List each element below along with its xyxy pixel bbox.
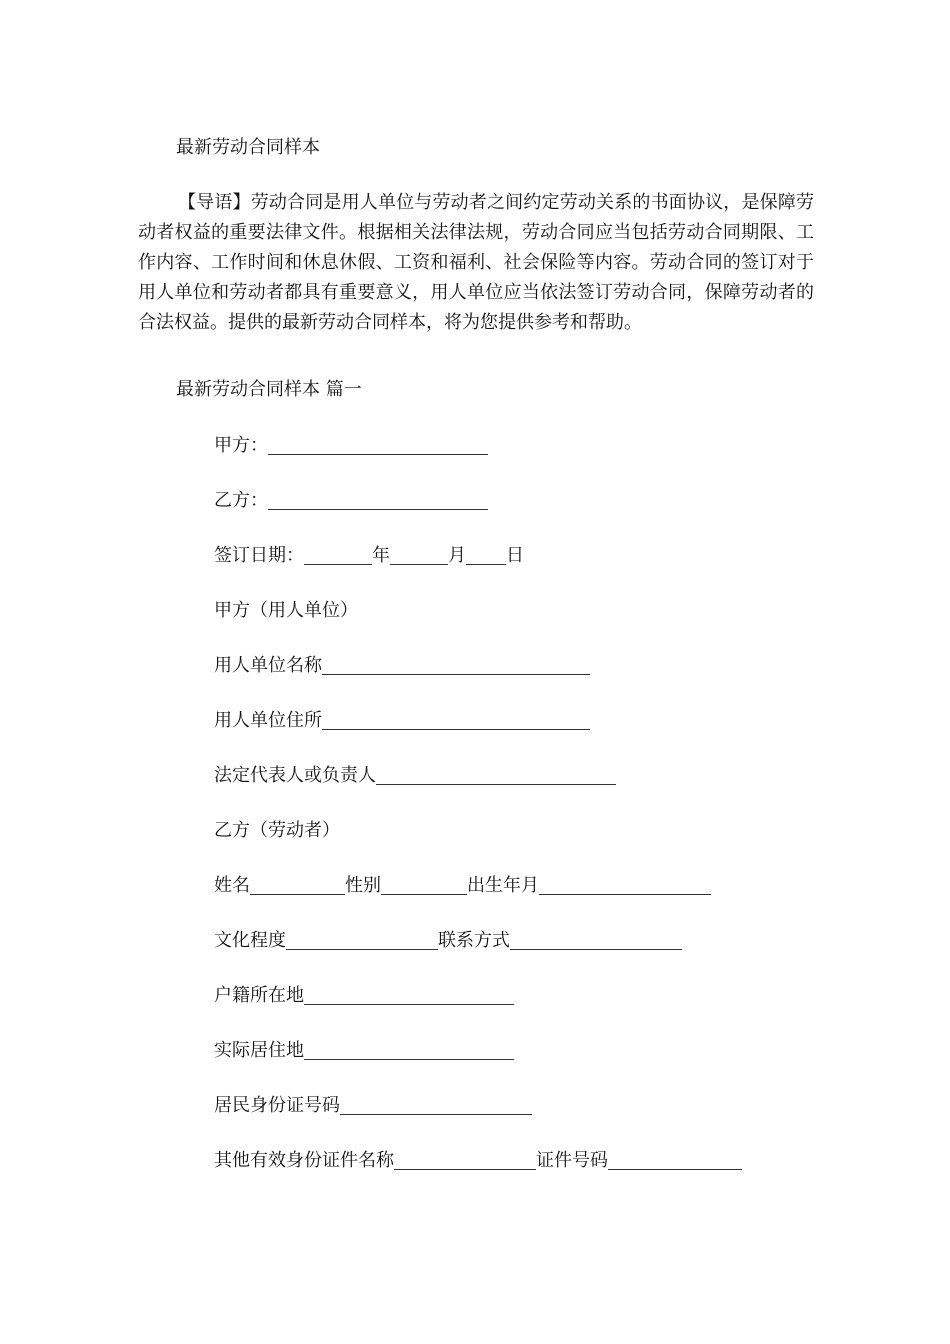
birth-blank: [539, 876, 711, 895]
birth-label: 出生年月: [467, 875, 539, 896]
household-reg-label: 户籍所在地: [214, 985, 304, 1006]
party-a-heading: [214, 599, 358, 623]
other-id-line: [214, 1149, 742, 1173]
employer-address-blank: [322, 711, 590, 730]
party-b-heading: [214, 819, 340, 843]
sign-date-label: 签订日期：: [214, 545, 304, 566]
household-reg-blank: [304, 986, 514, 1005]
sign-year-blank: [304, 546, 372, 565]
other-id-name-label: 其他有效身份证件名称: [214, 1150, 394, 1171]
employer-address-line: [214, 709, 590, 733]
name-blank: [250, 876, 345, 895]
contact-blank: [510, 931, 682, 950]
party-a-line: [214, 434, 488, 458]
party-a-heading-label: 甲方（用人单位）: [214, 600, 358, 621]
party-b-heading-label: 乙方（劳动者）: [214, 820, 340, 841]
gender-label: 性别: [345, 875, 381, 896]
name-label: 姓名: [214, 875, 250, 896]
id-doc-number-blank: [608, 1151, 742, 1170]
sign-month-blank: [390, 546, 448, 565]
sign-date-line: [214, 544, 524, 568]
year-label: 年: [372, 545, 390, 566]
household-reg-line: [214, 984, 514, 1008]
party-a-blank: [268, 436, 488, 455]
employer-name-label: 用人单位名称: [214, 655, 322, 676]
id-number-label: 居民身份证号码: [214, 1095, 340, 1116]
gender-blank: [381, 876, 467, 895]
legal-rep-blank: [376, 766, 616, 785]
personal-info-line: [214, 874, 711, 898]
residence-label: 实际居住地: [214, 1040, 304, 1061]
education-label: 文化程度: [214, 930, 286, 951]
document-title: 最新劳动合同样本: [176, 137, 320, 158]
education-blank: [286, 931, 438, 950]
legal-rep-label: 法定代表人或负责人: [214, 765, 376, 786]
intro-paragraph: 【导语】劳动合同是用人单位与劳动者之间约定劳动关系的书面协议，是保障劳动者权益的重要法律文件。根据相关法律法规，劳动合同应当包括劳动合同期限、工作内容、工作时间和休息休假、工资和福利、社会保险等内容。劳动合同的签订对于用人单位和劳动者都具有重要意义，用人单位应当依法签订劳动合同，保障劳动者的合法权益。提供的最新劳动合同样本，将为您提供参考和帮助。: [138, 192, 814, 333]
id-doc-number-label: 证件号码: [536, 1150, 608, 1171]
employer-name-line: [214, 654, 590, 678]
employer-name-blank: [322, 656, 590, 675]
party-b-line: [214, 489, 488, 513]
residence-blank: [304, 1041, 514, 1060]
month-label: 月: [448, 545, 466, 566]
legal-rep-line: [214, 764, 616, 788]
party-b-label: 乙方：: [214, 490, 268, 511]
day-label: 日: [506, 545, 524, 566]
section-title: 最新劳动合同样本 篇一: [176, 379, 362, 400]
sign-day-blank: [466, 546, 506, 565]
id-number-line: [214, 1094, 532, 1118]
other-id-name-blank: [394, 1151, 536, 1170]
id-number-blank: [340, 1096, 532, 1115]
contact-label: 联系方式: [438, 930, 510, 951]
residence-line: [214, 1039, 514, 1063]
employer-address-label: 用人单位住所: [214, 710, 322, 731]
party-b-blank: [268, 491, 488, 510]
education-contact-line: [214, 929, 682, 953]
party-a-label: 甲方：: [214, 435, 268, 456]
